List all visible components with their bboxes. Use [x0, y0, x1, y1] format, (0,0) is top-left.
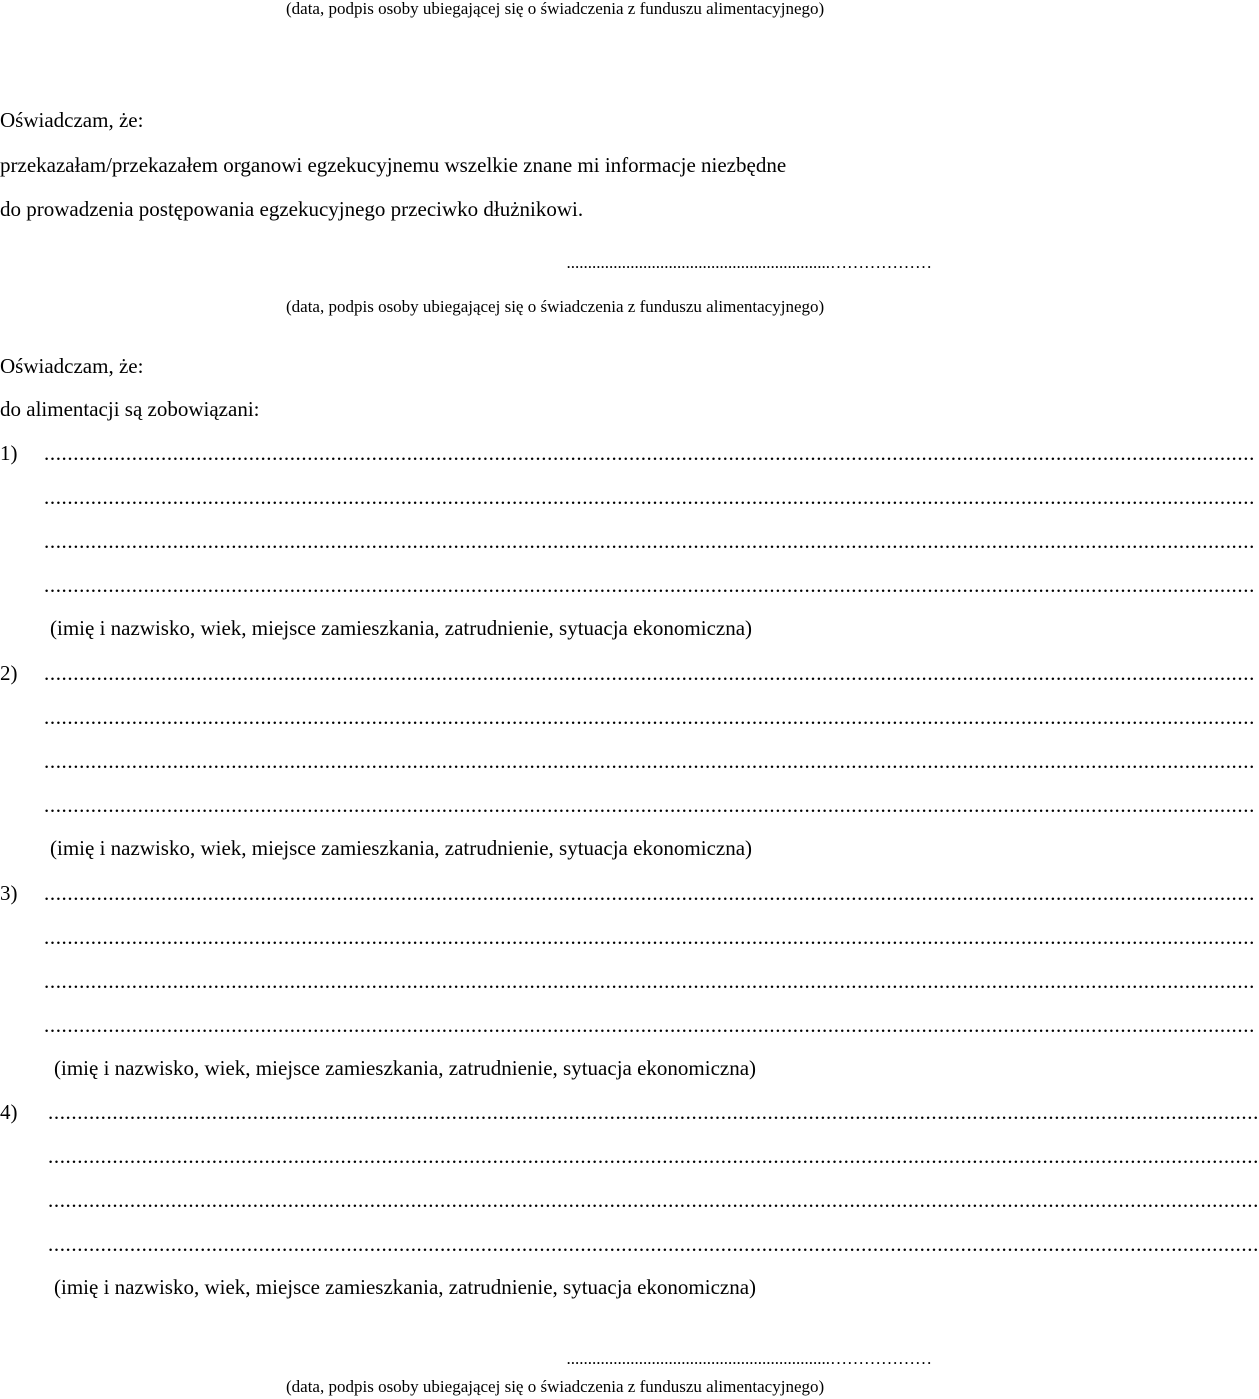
entry-2-number: 2) [0, 661, 18, 685]
declaration-2-heading: Oświadczam, że: [0, 354, 144, 378]
signature-line-2: ……………….............................................................. [566, 1349, 932, 1368]
signature-caption-2: (data, podpis osoby ubiegającej się o świadczenia z funduszu alimentacyjnego) [286, 1377, 825, 1396]
entry-1-number: 1) [0, 441, 18, 465]
signature-caption-top: (data, podpis osoby ubiegającej się o świadczenia z funduszu alimentacyjnego) [286, 0, 825, 18]
entry-4-dot-line: ............................................................................................................................................................................................................... [48, 1100, 1259, 1124]
entry-2-dot-line: ............................................................................................................................................................................................................... [44, 705, 1255, 729]
entry-4-number: 4) [0, 1100, 18, 1124]
entry-2-dot-line: ............................................................................................................................................................................................................... [44, 793, 1255, 817]
declaration-1-line-1: przekazałam/przekazałem organowi egzekucyjnemu wszelkie znane mi informacje niezbędne [0, 153, 787, 177]
entry-4-dot-line: ............................................................................................................................................................................................................... [48, 1188, 1259, 1212]
entry-4-caption: (imię i nazwisko, wiek, miejsce zamieszkania, zatrudnienie, sytuacja ekonomiczna) [54, 1275, 757, 1299]
entry-3-dot-line: ............................................................................................................................................................................................................... [44, 881, 1255, 905]
entry-1-dot-line: ............................................................................................................................................................................................................... [44, 441, 1255, 465]
entry-4-dot-line: ............................................................................................................................................................................................................... [48, 1144, 1259, 1168]
entry-2-dot-line: ............................................................................................................................................................................................................... [44, 661, 1255, 685]
entry-4-dot-line: ............................................................................................................................................................................................................... [48, 1232, 1259, 1256]
entry-3-caption: (imię i nazwisko, wiek, miejsce zamieszkania, zatrudnienie, sytuacja ekonomiczna) [54, 1056, 757, 1080]
entry-3-number: 3) [0, 881, 18, 905]
entry-2-caption: (imię i nazwisko, wiek, miejsce zamieszkania, zatrudnienie, sytuacja ekonomiczna) [50, 836, 753, 860]
entry-1-dot-line: ............................................................................................................................................................................................................... [44, 573, 1255, 597]
entry-3-dot-line: ............................................................................................................................................................................................................... [44, 969, 1255, 993]
signature-caption-1: (data, podpis osoby ubiegającej się o świadczenia z funduszu alimentacyjnego) [286, 297, 825, 316]
entry-1-caption: (imię i nazwisko, wiek, miejsce zamieszkania, zatrudnienie, sytuacja ekonomiczna) [50, 616, 753, 640]
entry-1-dot-line: ............................................................................................................................................................................................................... [44, 485, 1255, 509]
signature-line-1: ……………….............................................................. [566, 253, 932, 272]
declaration-1-line-2: do prowadzenia postępowania egzekucyjnego przeciwko dłużnikowi. [0, 197, 584, 221]
entry-1-dot-line: ............................................................................................................................................................................................................... [44, 529, 1255, 553]
declaration-1-heading: Oświadczam, że: [0, 108, 144, 132]
declaration-2-intro: do alimentacji są zobowiązani: [0, 397, 260, 421]
entry-3-dot-line: ............................................................................................................................................................................................................... [44, 1013, 1255, 1037]
entry-3-dot-line: ............................................................................................................................................................................................................... [44, 925, 1255, 949]
entry-2-dot-line: ............................................................................................................................................................................................................... [44, 749, 1255, 773]
